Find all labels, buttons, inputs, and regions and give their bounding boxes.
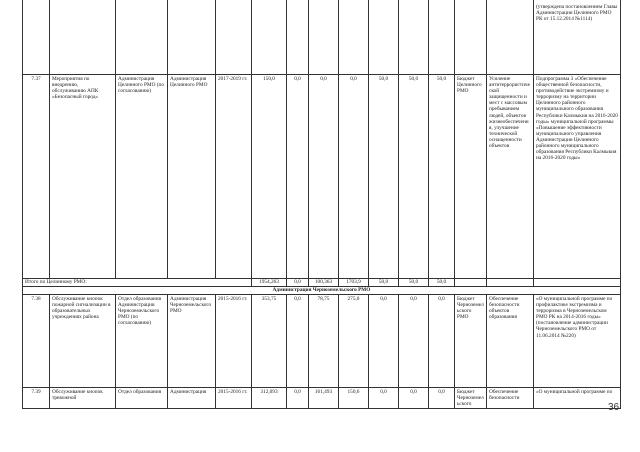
value-cell: 50,0 [429, 75, 455, 279]
total-cell: 312,093 [252, 388, 287, 409]
section-heading: Администрация Черноземельского РМО [23, 287, 621, 295]
result-cell: Обеспечение безопасности [487, 388, 534, 409]
period-cell: 2015-2016 гг. [216, 295, 252, 388]
source-cell: Бюджет Черноземельского [455, 388, 487, 409]
result-cell: Обеспечение безопасности объектов образования [487, 295, 534, 388]
row-number: 7.38 [23, 295, 50, 388]
table-row [23, 0, 621, 75]
value-cell: 150,6 [339, 388, 369, 409]
value-cell: 50,0 [369, 75, 399, 279]
total-cell: 353,75 [252, 295, 287, 388]
total-row [23, 279, 621, 287]
measure-name: Мероприятия по внедрению, обслуживанию АПК «Безопасный город» [50, 75, 116, 279]
measure-name: Обслуживание кнопок пожарной сигнализации в образовательных учреждениях района [50, 295, 116, 388]
source-cell: Бюджет Целинного РМО [455, 75, 487, 279]
value-cell: 0,0 [429, 295, 455, 388]
value-cell: 78,75 [309, 295, 339, 388]
value-cell: 0,0 [287, 295, 309, 388]
value-cell: 1703,9 [339, 279, 369, 287]
value-cell: 0,0 [339, 75, 369, 279]
table-row [23, 295, 621, 388]
value-cell: 0,0 [287, 388, 309, 409]
value-cell: 0,0 [287, 279, 309, 287]
page-number: 36 [608, 402, 620, 413]
row-number: 7.39 [23, 388, 50, 409]
period-cell: 2015-2016 гг. [216, 388, 252, 409]
table-row [23, 75, 621, 279]
program-cell: «О муниципальной программе по [534, 388, 621, 409]
value-cell: 50,0 [429, 279, 455, 287]
program-cell: «О муниципальной программе по профилактике экстремизма и терроризма в Черноземельском РМО РК на 2014-2016 годы» (постановление администрации Черноземельского РМО от 11.06.2014 №220) [534, 295, 621, 388]
value-cell: 0,0 [369, 388, 399, 409]
coexecutor-cell: Администрация Целинного РМО [168, 75, 216, 279]
value-cell: 0,0 [399, 295, 429, 388]
value-cell: 50,0 [399, 75, 429, 279]
value-cell: 50,0 [399, 279, 429, 287]
result-cell: Усиление антитеррористической защищенности и мест с массовым пребыванием людей, объектов жизнеобеспечения, улучшение технической оснащенности объектов [487, 75, 534, 279]
value-cell: 50,0 [369, 279, 399, 287]
value-cell: 0,0 [309, 75, 339, 279]
total-cell: 150,0 [252, 75, 287, 279]
section-heading-row [23, 287, 621, 295]
executor-cell: Администрация Целинного РМО (по согласованию) [116, 75, 168, 279]
source-cell: Бюджет Черноземельского РМО [455, 295, 487, 388]
value-cell: 275,0 [339, 295, 369, 388]
measures-table [22, 0, 621, 409]
period-cell: 2017-2019 гг. [216, 75, 252, 279]
measure-name: Обслуживание кнопок тревожной [50, 388, 116, 409]
coexecutor-cell: Администрация Черноземельского РМО [168, 295, 216, 388]
coexecutor-cell: Администрация [168, 388, 216, 409]
total-label: Итого по Целинному РМО: [23, 279, 252, 287]
program-cell: (утверждена постановлением Главы Администрации Целинного РМО РК от 15.12.2014 №1114) [534, 0, 621, 75]
table-row [23, 388, 621, 409]
value-cell: 100,363 [309, 279, 339, 287]
program-cell: Подпрограмма 3 «Обеспечение общественной безопасности, противодействие экстремизму и терроризму на территории Целинного районного муниципального образования Республики Калмыкия на 2016-2020 годы» муниципальной программы «Повышение эффективности муниципального управления Администрации Целинного районного муниципального образования Республики Калмыкия на 2016-2020 годы» [534, 75, 621, 279]
value-cell: 0,0 [429, 388, 455, 409]
row-number: 7.37 [23, 75, 50, 279]
value-cell: 161,493 [309, 388, 339, 409]
value-cell: 0,0 [287, 75, 309, 279]
executor-cell: Отдел образования Администрации Черноземельского РМО (по согласованию) [116, 295, 168, 388]
value-cell: 0,0 [369, 295, 399, 388]
executor-cell: Отдел образования [116, 388, 168, 409]
total-cell: 1954,263 [252, 279, 287, 287]
value-cell: 0,0 [399, 388, 429, 409]
